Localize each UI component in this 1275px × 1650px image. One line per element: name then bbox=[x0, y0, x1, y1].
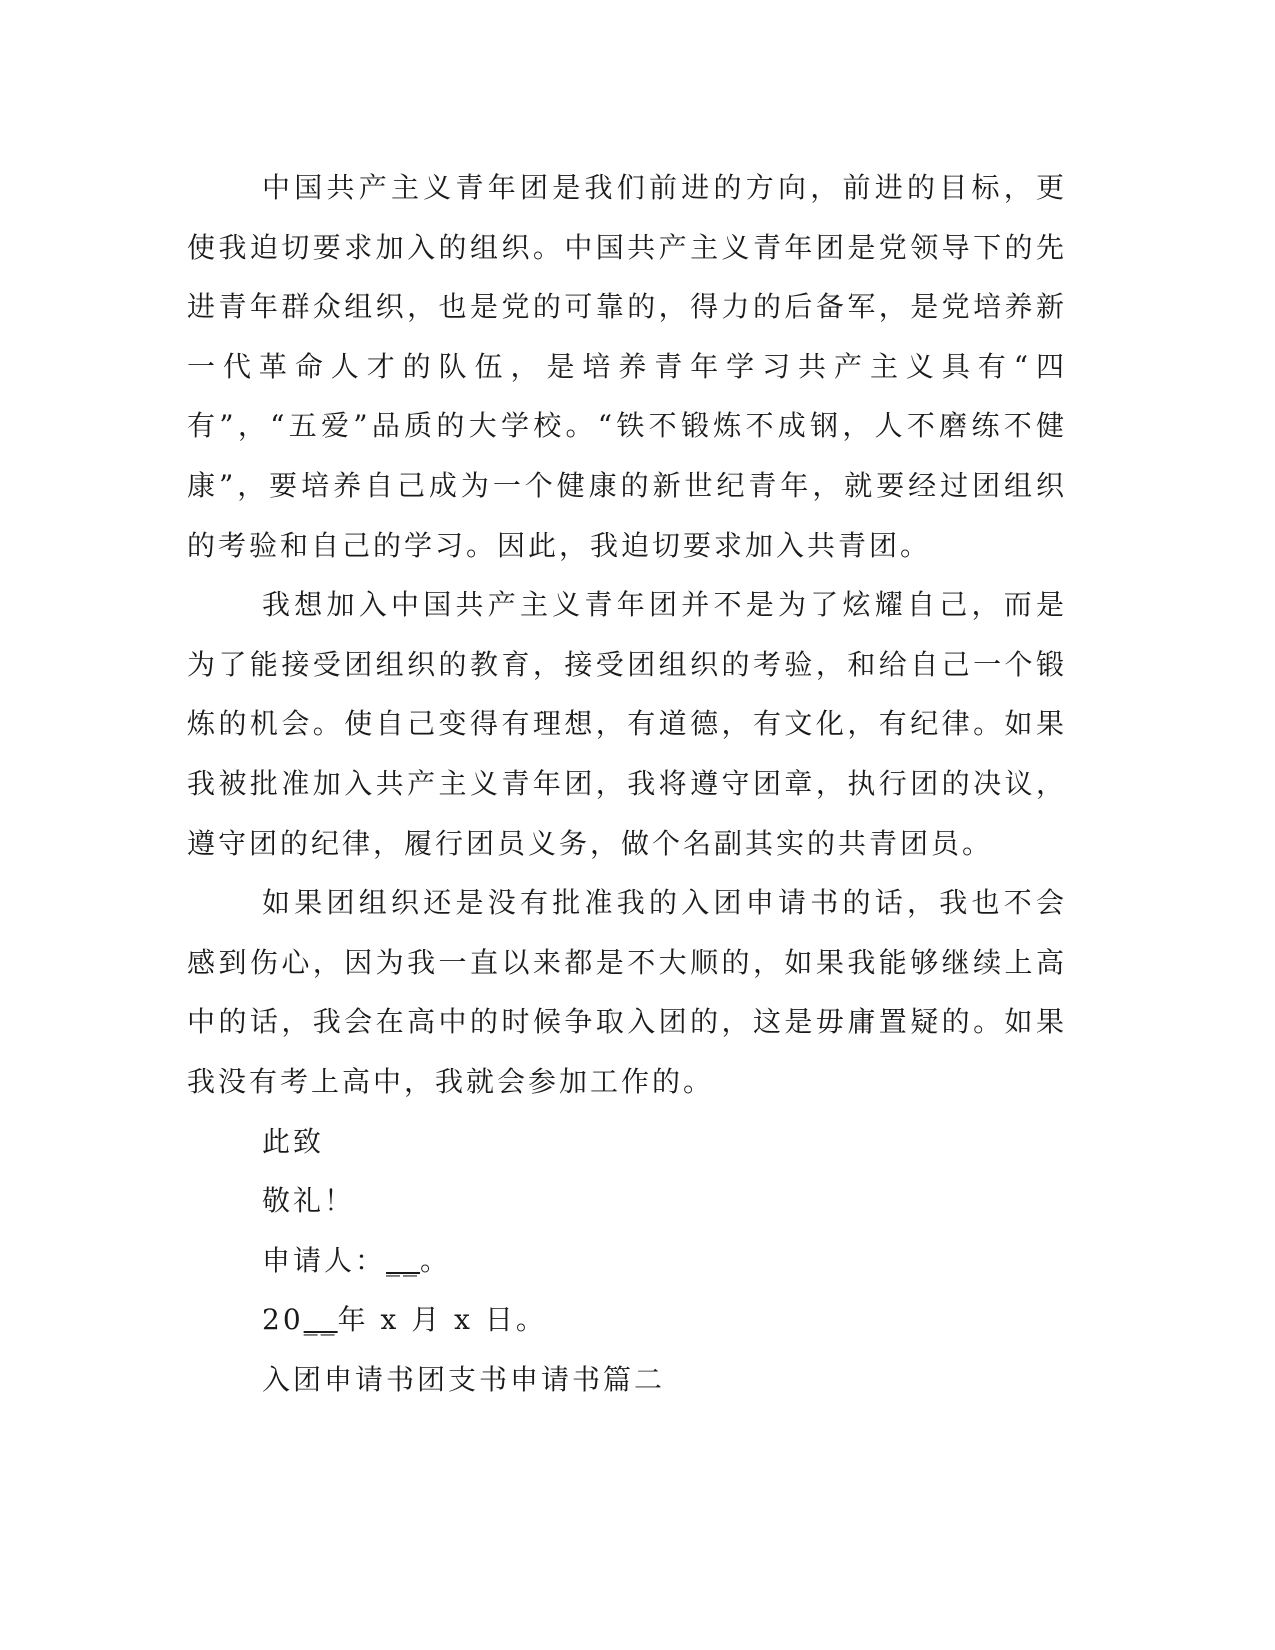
applicant-end: 。 bbox=[420, 1243, 452, 1277]
paragraph-3: 如果团组织还是没有批准我的入团申请书的话，我也不会感到伤心，因为我一直以来都是不大顺的，如果我能够继续上高中的话，我会在高中的时候争取入团的，这是毋庸置疑的。如果我没有考上高中，我就会参加工作的。 bbox=[187, 886, 1067, 1098]
paragraph-1: 中国共产主义青年团是我们前进的方向，前进的目标，更使我迫切要求加入的组织。中国共产主义青年团是党领导下的先进青年群众组织，也是党的可靠的，得力的后备军，是党培养新一代革命人才的队伍，是培养青年学习共产主义具有“四有”，“五爱”品质的大学校。“铁不锻炼不成钢，人不磨练不健康”，要培养自己成为一个健康的新世纪青年，就要经过团组织的考验和自己的学习。因此，我迫切要求加入共青团。 bbox=[187, 171, 1067, 562]
date-prefix: 20 bbox=[262, 1303, 304, 1337]
next-section-title: 入团申请书团支书申请书篇二 bbox=[262, 1362, 666, 1396]
date-blank: __ bbox=[303, 1303, 338, 1337]
applicant-label: 申请人： bbox=[262, 1243, 387, 1277]
paragraph-2: 我想加入中国共产主义青年团并不是为了炫耀自己，而是为了能接受团组织的教育，接受团组织的考验，和给自己一个锻炼的机会。使自己变得有理想，有道德，有文化，有纪律。如果我被批准加入共产主义青年团，我将遵守团章，执行团的决议，遵守团的纪律，履行团员义务，做个名副其实的共青团员。 bbox=[187, 588, 1067, 860]
salute-line: 敬礼！ bbox=[262, 1184, 356, 1218]
applicant-blank: __ bbox=[386, 1243, 421, 1277]
date-rest: 年 x 月 x 日。 bbox=[337, 1303, 547, 1337]
applicant-line bbox=[187, 1231, 1067, 1291]
document-body bbox=[187, 158, 1067, 1409]
closing-line: 此致 bbox=[262, 1124, 325, 1158]
date-line bbox=[187, 1290, 1067, 1350]
